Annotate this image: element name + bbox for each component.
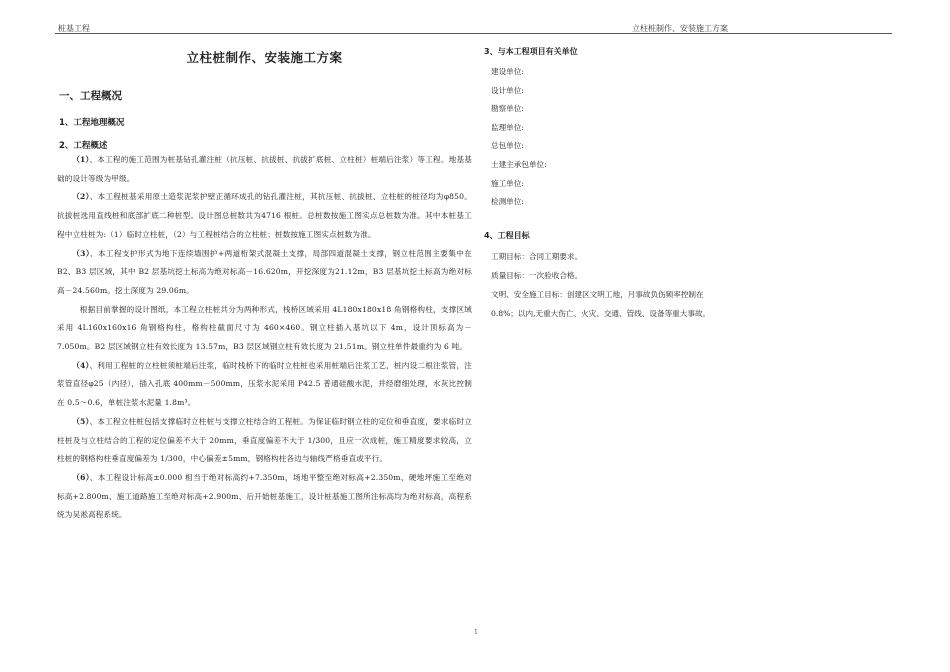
section-heading-units: 3、与本工程项目有关单位 [484, 47, 578, 56]
section-heading-goals: 4、工程目标 [484, 230, 530, 240]
subheading-summary: 2、工程概述 [59, 141, 108, 151]
list-item: 监理单位: [491, 122, 524, 132]
page-number: 1 [474, 629, 478, 636]
paragraph: （5）、本工程立柱桩包括支撑临时立柱桩与支撑立柱结合的工程桩。为保证临时钢立柱的定位和垂直度，要求临时立柱桩及与立柱结合的工程的定位偏差不大于 20mm，垂直度偏差不大于 1/300，且应一次成桩，施工精度要求较高，立柱桩的钢格构柱垂直度偏差为 1/300，中心偏差±5mm，钢格构柱各边与轴线严格垂直或平行。 [57, 416, 472, 464]
list-item: 工期目标：合同工期要求。 [491, 251, 583, 261]
list-item: 勘察单位: [491, 104, 524, 114]
list-item: 土建主承包单位: [491, 159, 547, 169]
document-title: 立柱桩制作、安装施工方案 [186, 50, 343, 65]
paragraph: （6）、本工程设计标高±0.000 相当于绝对标高约+7.350m，场地平整至绝对标高+2.350m、硬地坪施工至绝对标高+2.800m、施工道路施工至绝对标高+2.900m、后开始桩基施工，设计桩基施工图所注标高均为绝对标高，高程系统为吴淞高程系统。 [57, 472, 472, 520]
list-item: 总包单位: [491, 141, 524, 151]
list-item: 文明、安全施工目标：创建区文明工地，月事故负伤频率控制在 [491, 289, 704, 299]
paragraph: （2）、本工程桩基采用原土造浆泥浆护壁正循环成孔的钻孔灌注桩，其抗压桩、抗拔桩、立柱桩的桩径均为φ850。抗拔桩选用直线桩和底部扩底二种桩型。设计图总桩数共为4716 根桩。总桩数按施工图实点总桩数为准。其中本桩基工程中立柱桩为:（1）临时立柱桩，（2）与工程桩结合的立柱桩；桩数按施工图实点桩数为准。 [57, 192, 472, 239]
list-item: 质量目标：一次验收合格。 [491, 270, 583, 280]
paragraph: 根据目前掌握的设计图纸，本工程立柱桩共分为两种形式，栈桥区域采用 4L180x180x18 角钢格构柱，支撑区域采用 4L160x160x16 角钢格构柱，格构柱截面尺寸为 460×460。钢立柱插入基坑以下 4m，设计顶标高为－7.050m。B2 层区域钢立柱有效长度为 13.57m，B3 层区域钢立柱有效长度为 21.51m。钢立柱单件最重约为 6 吨。 [57, 304, 472, 352]
list-item: 0.8%；以内,无重大伤亡、火灾、交通、管线、设备等重大事故。 [491, 308, 711, 318]
list-item: 设计单位: [491, 85, 524, 95]
left-column [57, 38, 472, 525]
header-left: 桩基工程 [58, 24, 90, 33]
section-heading-overview: 一、工程概况 [59, 90, 122, 102]
paragraph: （3）、本工程支护形式为地下连续墙围护+两道桁架式混凝土支撑，局部四道混凝土支撑，钢立柱范围主要集中在 B2、B3 层区域，其中 B2 层基坑挖土标高为绝对标高－16.620m，开挖深度为21.12m，B3 层基坑挖土标高为绝对标高－24.560m。挖土深度为 29.06m。 [57, 248, 472, 295]
list-item: 施工单位: [491, 178, 524, 188]
right-column [484, 46, 884, 323]
header-divider [55, 33, 892, 34]
goals-list [484, 247, 884, 323]
list-item: 检测单位: [491, 197, 524, 207]
paragraph: （1）、本工程的施工范围为桩基钻孔灌注桩（抗压桩、抗拔桩、抗拔扩底桩、立柱桩）桩端后注浆）等工程。地基基础的设计等级为甲级。 [57, 155, 472, 183]
header-right: 立柱桩制作、安装施工方案 [632, 24, 728, 33]
subheading-geography: 1、工程地理概况 [59, 118, 125, 128]
list-item: 建设单位: [491, 67, 524, 76]
paragraph: （4）、利用工程桩的立柱桩须桩端后注浆，临时栈桥下的临时立柱桩也采用桩端后注浆工艺，桩内设二根注浆管，注浆管直径φ25（内径），插入孔底 400mm－500mm，压浆水泥采用 P42.5 普通硅酸水泥，并经磨细处理，水灰比控制在 0.5～0.6，单桩注浆水泥量 1.8m³。 [57, 360, 472, 408]
units-list [484, 63, 884, 212]
